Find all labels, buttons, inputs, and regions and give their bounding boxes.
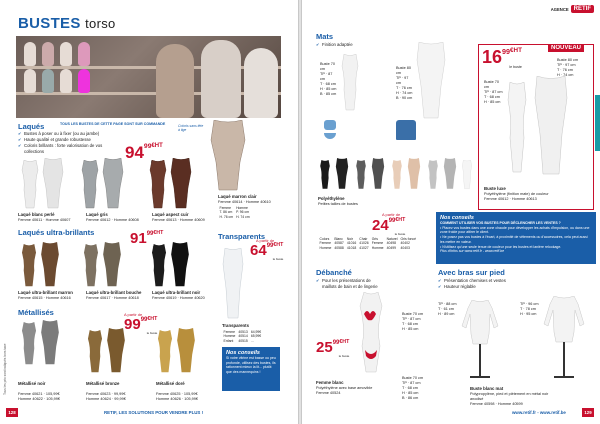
td-cell: 41016 [346,241,357,246]
stand-heading: Avec bras sur pied [438,268,505,277]
size-line: H · 89 cm [438,311,455,316]
ref-cell: 65,99€ [250,334,262,339]
small-bust [78,42,90,66]
brown-torso [156,44,194,118]
title-main: BUSTES [18,15,81,32]
tip-bullet: • N'utilisez qu'une seule tenue de couleur pour les bustes et lanière relookage. [440,244,562,249]
size-line: B · 90 cm [396,95,413,100]
caption-cuir [218,194,280,205]
tip-heading: COMMENT UTILISER VOS BUSTES POUR DÉCLENCHER LES VENTES ? [440,221,561,225]
caption-ref: Femme 40623 · 99,99€ Homme 40624 · 99,99€ [86,391,126,401]
torso-mat-black-m [334,158,350,190]
size-line: H · 85 cm [402,326,419,331]
caption-title: Polyéthylène [318,196,345,201]
size-line: T · 76 cm [396,85,412,90]
size-line: TP · 97 cm [396,75,409,85]
price-dec: 99 [388,218,396,224]
stand-features [438,278,548,290]
torso-mat-skin-f [390,160,404,190]
size-line: Buste 80 cm [557,58,579,62]
caption-text: Polyéthylène (finition mate) de couleur [484,191,549,196]
torso-metal-bronze-m [106,328,126,374]
right-page [302,0,600,424]
page-number-left: 128 [6,408,18,417]
size-line: T · 61 cm [438,306,454,311]
white-torso [201,40,241,118]
price-int: 91 [130,230,147,247]
price-dec: 99 [502,47,511,56]
footer-left: RETIF, LES SOLUTIONS POUR VENDRE PLUS ! [104,410,204,415]
th-cell: Naturel [386,237,398,241]
torso-nouveau-m [534,76,568,176]
caption-ref: Femme 40613 · Homme 40609 [152,217,205,222]
tip-text: Si votre vitrine est basse ou peu profonde, utilisez des bustes, ils rationnent mieux la lit... plutôt que des mannequins ! [226,356,276,375]
ref-cell: 40513 [238,330,248,334]
mats-heading: Mats [316,32,334,41]
footer-right[interactable]: www.retif.fr - www.retif.be [512,410,566,415]
page-number-right: 129 [582,408,594,417]
th-cell: Noir [346,237,354,241]
torso-beige-male [210,120,246,192]
caption-title: Laqué gris [86,212,108,217]
small-bust [78,69,90,93]
size-line: H · 74 cm [396,90,413,95]
th-cell: Colors [319,237,330,241]
retif-logo [551,5,594,13]
torso-taupe-female [82,244,100,288]
transp-price [250,243,283,261]
td-cell: 40403 [400,245,410,250]
size-cell: P. 96 cm [236,210,250,215]
caption-title: Laqué blanc perlé [18,212,55,217]
price-per: le buste [509,65,522,69]
price-int: 16 [482,47,503,67]
caption-white [18,212,78,223]
td-cell: Femme [319,241,331,246]
tip-bullet-text: Ne posez pas vos bustes à l'écart, à proximité de vêtements ou d'accessoires, cela peut aussi les mettre en valeur. [440,235,588,244]
price-dec: 99 [140,317,148,323]
deb-sizes [402,312,426,332]
price-int: 99 [124,316,141,333]
size-line: H · 95 cm [520,311,537,316]
th-cell: Gris foncé [400,237,416,241]
size-line: Buste 70 cm [484,80,499,89]
vertical-note: Tous les prix sont indiqués hors taxe [3,343,7,395]
ultra-heading: Laqués ultra-brillants [18,228,95,237]
caption-ultra-black [152,290,214,301]
transp-table [222,330,263,343]
metal-from: A partir de [124,312,143,317]
caption-title: Métallisé doré [156,380,185,386]
torso-mat-white-m [416,42,446,120]
caption-title: Buste luxe [484,186,506,191]
price-int: 25 [316,339,333,356]
mats-homme-sizes [396,66,414,100]
small-bust [60,42,72,66]
price-unit: €HT [339,339,350,345]
size-cell: T. 86 cm [219,210,233,215]
torso-metal-bronze-f [86,330,104,374]
size-line: T · 68 cm [402,321,418,326]
deb-features [316,278,384,290]
torso-transparent [222,248,244,320]
td-cell: 41026 [359,241,369,246]
caption-ref: Femme 40612 · Homme 40608 [86,217,139,222]
torso-leather-female [148,160,168,210]
size-cell: Femme [219,206,231,210]
small-bust [24,42,36,66]
size-line: Buste 70 cm [402,376,424,380]
size-line: TP · 96 cm [520,302,539,306]
laques-size-table [218,206,251,219]
feature-item: ✔ Présentation chemises et vestes [438,278,548,284]
caption-title: Métallisé bronze [86,380,120,386]
ref-cell: Femme [223,330,235,334]
size-line: B · 86 cm [402,395,419,400]
tip-title: Nos conseils [226,350,260,356]
feature-item: ✔ Haute qualité et grande robustesse [18,137,103,143]
size-cell: Homme [236,206,248,210]
price-unit: €HT [273,242,284,248]
th-cell: Blanc [334,237,343,241]
torso-leather-male [170,158,192,210]
td-cell: 40498 [386,241,396,246]
nouveau-homme-sizes [557,58,581,78]
size-line: B · 85 cm [320,91,337,96]
stand-femme-sizes [438,302,458,317]
caption-ref: Femme 40614 · Homme 40610 [218,199,271,204]
size-line: Buste 70 cm [320,62,335,71]
torso-black-male [170,242,190,288]
shelf [16,66,281,69]
transp-from: A partir de [256,238,275,243]
caption-text: Polyéthylène avec base amovible [316,385,373,390]
torso-grey-male [102,158,124,210]
ref-cell: Homme [223,334,236,339]
td-cell: 41027 [359,245,369,250]
deb-caption [316,380,376,396]
caption-title: Métallisé noir [18,380,46,386]
price-unit: €HT [510,47,522,54]
chapter-tab [595,95,600,151]
torso-mat-grey-f [354,160,368,190]
torso-white-male [42,158,64,210]
torso-metal-silver-f [20,322,38,366]
torso-black-female [150,244,168,288]
price-dec: 99 [266,243,274,249]
shop-photo [16,36,281,118]
price-int: 94 [125,143,144,162]
torso-mat-grey-m [370,158,386,190]
torso-brown-female [20,244,38,288]
caption-metal-bronze [86,376,146,402]
laques-features [18,131,103,155]
torso-metal-gold-m [176,328,196,374]
stand-caption [470,386,550,407]
small-bust [42,42,54,66]
size-line: H · 85 cm [484,99,501,104]
size-cell: H. 76 cm [219,214,234,219]
caption-grey [86,212,146,223]
torso-mat-white-f2 [460,160,474,190]
torso-brown-male [40,242,60,288]
size-line: T · 68 cm [320,81,336,86]
logo-brand: RETIF [571,5,594,13]
small-bust [24,69,36,93]
mats-features [316,42,396,48]
ref-cell: Enfant [223,338,234,343]
size-cell: H. 74 cm [236,214,250,219]
size-line: T · 68 cm [484,94,500,99]
caption-ref: Femme 40617 · Homme 40618 [86,295,139,300]
size-line: TP · 87 cm [484,89,503,94]
side-note: Coloris sans tête à tige [178,124,204,132]
caption-title: Transparents [222,323,249,328]
caption-leather [152,212,212,223]
price-unit: €HT [151,143,163,149]
size-line: T · 76 cm [557,67,573,72]
shelf [16,92,281,95]
torso-metal-silver-m [40,320,60,366]
price-int: 64 [250,242,267,259]
caption-ref: Femme 40625 · 105,99€ Homme 40626 · 105,99€ [156,391,199,401]
ref-cell: 40514 [238,334,248,339]
torso-nouveau-f [506,82,528,174]
price-per: le buste [146,331,158,335]
feature-item: ✔ Hauteur réglable [438,284,548,290]
small-bust [60,69,72,93]
td-cell: Homme [319,245,332,250]
td-cell: Femme [371,241,384,246]
small-bust [42,69,54,93]
td-cell: 40587 [334,241,344,246]
transp-heading: Transparents [218,232,266,241]
caption-metal-black [18,376,78,402]
price-int: 24 [372,217,389,234]
stand-bust-f [460,300,500,380]
th-cell: Gris [371,237,378,241]
size-line: Buste 80 cm [396,66,411,75]
caption-title: Laqué ultra-brillant bouche [86,290,142,295]
torso-taupe-male [102,242,122,288]
td-cell: Homme [371,245,384,250]
caption-ref: Femme 40611 · Homme 40607 [18,217,71,222]
caption-ref: Femme 40524 [316,390,341,395]
tip-title: Nos conseils [440,215,474,221]
caption-text: Petites tailles de bustes [318,201,358,206]
caption-ref: Femme 40598 · Homme 40599 [470,401,523,406]
price-unit: €HT [153,230,164,236]
size-line: TP · 87 cm [320,71,333,81]
bikini-top [324,120,336,130]
caption-transparent [222,323,278,329]
price-dec: 99 [332,340,340,346]
td-cell: 40588 [334,245,344,250]
torso-mat-lightgrey-m [442,158,458,190]
ref-cell: 40515 [238,338,248,343]
ref-cell: 64,99€ [250,330,262,334]
feature-item: ✔ Coloris brillants : forte valorisation de vos collections [18,143,103,155]
tip-link[interactable]: Plus d'infos sur www.retif.fr - www.retif.be [440,249,505,254]
tip-bullet: • Ne posez pas vos bustes à l'écart, à proximité de vêtements ou d'accessoires, cela peut aussi les mettre en valeur. [440,235,588,244]
feature-item: ✔ Bustes à poser ou à fixer (ou au jambe) [18,131,103,137]
caption-ref: Femme 40615 · Homme 40616 [18,295,71,300]
advice-box [436,212,596,264]
caption-ref: Femme 40619 · Homme 40620 [152,295,205,300]
price-dec: 99 [146,231,154,237]
price-per: le buste [272,257,284,261]
caption-ref: Femme 40612 · Homme 40613 [484,196,537,201]
size-line: H · 85 cm [320,86,337,91]
nouveau-caption [484,186,584,202]
size-line: TP · 88 cm [438,302,457,306]
tip-bullet-text: N'utilisez qu'une seule tenue de couleur pour les bustes et lanière relookage. [442,244,562,249]
feature-item: ✔ Finition adaptée [316,42,396,48]
metal-price [124,317,157,335]
tip-box [222,347,280,391]
caption-title: Femme blanc [316,380,344,385]
caption-ultra-brown [18,290,80,301]
white-torso [244,48,278,118]
ref-cell: ... [250,338,254,343]
price-unit: €HT [147,316,158,322]
left-page [0,0,298,424]
caption-title: Laqué ultra-brillant marron [18,290,73,295]
bikini-bottom [324,133,336,139]
stand-homme-sizes [520,302,540,317]
price-per: le buste [394,232,406,236]
laques-heading: Laqués [18,122,45,131]
title-sub: torso [85,16,116,31]
torso-mat-white-f [340,54,360,112]
mats-femme-sizes [320,62,338,96]
th-cell: Chair [359,237,368,241]
size-line: T · 78 cm [520,306,536,311]
size-line: H · 74 cm [557,72,574,77]
torso-mat-lightgrey-f [426,160,440,190]
nouveau-badge: NOUVEAU [548,44,584,52]
nouveau-femme-sizes [484,80,504,105]
caption-ref: Femme 40621 · 105,99€ Homme 40622 · 105,99€ [18,391,61,401]
deb-sizes-2 [402,376,428,401]
mat-note [318,196,388,207]
mat-price [372,218,405,236]
td-cell: 40402 [400,241,410,246]
mat-ref-table [318,237,417,250]
torso-deb-f [356,292,386,374]
td-cell: 40499 [386,245,396,250]
caption-title: Buste blanc mat [470,386,504,391]
tip-bullet: • Placez vos bustes dans une zone chaude pour développer les achats d'impulsion, ou dans une zone froide pour attirer le client. [440,225,590,235]
stand-bust-m [542,296,586,380]
deb-price [316,340,349,358]
mat-from: A partir de [382,212,401,217]
page-title [18,15,116,32]
tip-bullet-text: Placez vos bustes dans une zone chaude pour développer les achats d'impulsion, ou dans une zone froide pour attirer le client. [440,225,590,235]
torso-metal-gold-f [156,330,174,374]
torso-mat-skin-m [406,158,422,190]
size-line: TP · 87 cm [402,380,421,385]
price-unit: €HT [395,217,406,223]
size-line: T · 68 cm [402,385,418,390]
torso-mat-black-f [318,160,332,190]
caption-ultra-taupe [86,290,148,301]
price-per: le buste [338,354,350,358]
td-cell: 41018 [346,245,357,250]
order-badge: TOUS LES BUSTES DE CETTE PAGE SONT SUR COMMANDE [60,122,166,126]
torso-white-female [20,160,40,210]
torso-grey-female [80,160,100,210]
size-line: TP · 87 cm [402,316,421,321]
tshirt [396,120,416,140]
caption-text: Polypropylène, pied et piètement en métal noir anodisé [470,391,549,401]
deb-heading: Débanché [316,268,352,277]
caption-metal-gold [156,376,216,402]
logo-agence: AGENCE [550,6,569,12]
caption-title: Laqué aspect cuir [152,212,189,217]
feature-item: ✔ Pour les présentations de maillots de bain et de lingerie [316,278,384,290]
metal-heading: Métallisés [18,308,54,317]
caption-title: Laqué marron clair [218,194,257,199]
price-dec: 99 [143,143,152,150]
size-line: H · 85 cm [402,390,419,395]
size-line: Buste 70 cm [402,312,424,316]
size-line: TP · 97 cm [557,62,576,67]
caption-title: Laqué ultra-brillant noir [152,290,201,295]
